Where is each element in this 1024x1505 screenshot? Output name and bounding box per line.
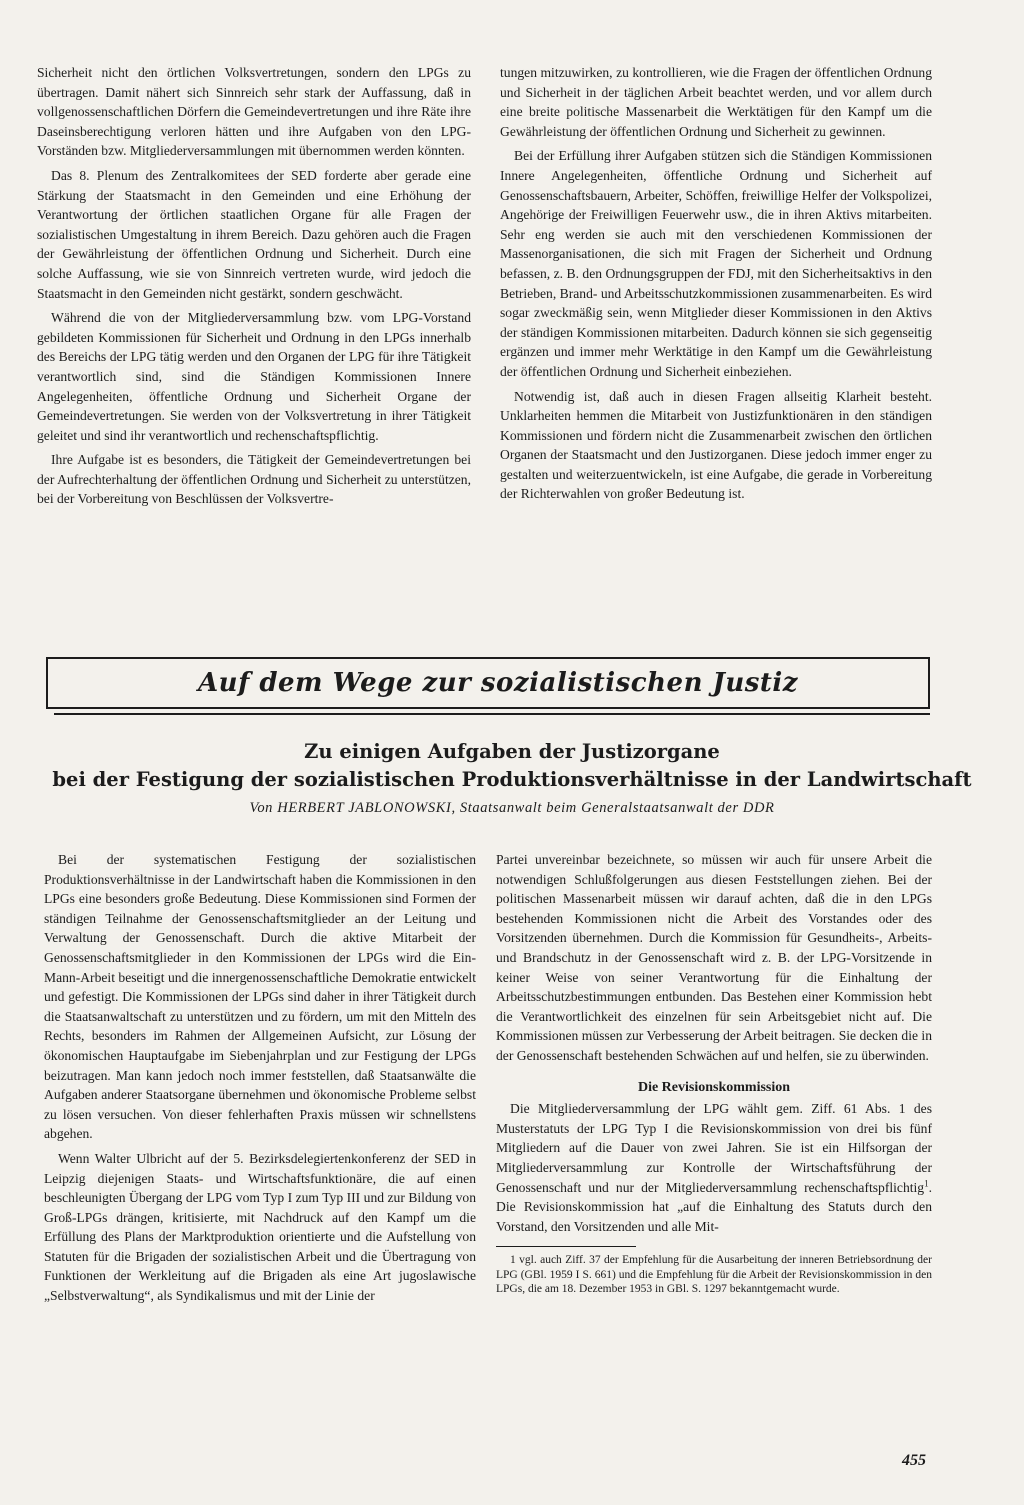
bottom-left-column	[44, 850, 476, 1311]
article-title-line1: Zu einigen Aufgaben der Justizorgane	[304, 740, 720, 763]
paragraph	[496, 1099, 932, 1236]
footnote-divider	[496, 1246, 636, 1247]
top-left-column	[37, 63, 471, 514]
paragraph: Ihre Aufgabe ist es besonders, die Tätigkeit der Gemeindevertretungen bei der Aufrechterhaltung der öffentlichen Ordnung und Sicherheit zu unterstützen, bei der Vorbereitung von Beschlüssen der Volksvertre-	[37, 452, 471, 507]
top-right-column	[500, 63, 932, 509]
paragraph: Bei der systematischen Festigung der sozialistischen Produktionsverhältnisse in der Landwirtschaft haben die Kommissionen in den LPGs eine besonders große Bedeutung. Diese Kommissionen sind Formen der ständigen Teilnahme der Genossenschaftsmitglieder an der Leitung und Verwaltung der Genossenschaft. Durch die aktive Mitarbeit der Genossenschaftsmitglieder in den Kommissionen der LPGs wird die Ein-Mann-Arbeit beseitigt und die innergenossenschaftliche Demokratie entwickelt und gefestigt. Die Kommissionen der LPGs sind daher in ihrer Tätigkeit durch die Staatsanwaltschaft zu unterstützen und zu fördern, um mit den Mitteln des Rechts, besonders im Rahmen der Allgemeinen Aufsicht, zur Lösung der ökonomischen Hauptaufgabe im Siebenjahrplan und zur Festigung der LPGs beizutragen. Man kann jedoch noch immer feststellen, daß Staatsanwälte die Aufgaben anderer Staatsorgane übernehmen und ökonomische Probleme selbst zu lösen versuchen. Von dieser fehlerhaften Praxis müssen wir schnellstens abgehen.	[44, 852, 476, 1142]
article-title	[40, 738, 984, 794]
paragraph-text-end: . Die Revisionskommission hat „auf die Einhaltung des Statuts durch den Vorstand, den Vorsitzenden und alle Mit-	[496, 1179, 932, 1234]
paragraph: Partei unvereinbar bezeichnete, so müssen wir auch für unsere Arbeit die notwendigen Schlußfolgerungen aus diesen Feststellungen ziehen. Bei der politischen Massenarbeit müssen wir darauf achten, daß die in den LPGs bestehenden Kommissionen nicht die Arbeit des Vorstandes oder des Vorsitzenden übernehmen. Durch die Kommission für Gesundheits-, Arbeits- und Brandschutz in der Genossenschaft wird z. B. der LPG-Vorsitzende in keiner Weise von seiner Verantwortung für die Einhaltung der Arbeitsschutzbestimmungen entbunden. Das Bestehen einer Kommission hebt die Verantwortlichkeit des einzelnen für sein Arbeitsgebiet nicht auf. Die Kommissionen müssen zur Verbesserung der Arbeit beitragen. Sie decken die in der Genossenschaft bestehenden Schwächen auf und helfen, sie zu überwinden.	[496, 852, 932, 1063]
bottom-right-column	[496, 850, 932, 1297]
banner-title: Auf dem Wege zur sozialistischen Justiz	[198, 668, 799, 698]
footnote-text: 1 vgl. auch Ziff. 37 der Empfehlung für die Ausarbeitung der inneren Betriebsordnung der LPG (GBl. 1959 I S. 661) und die Empfehlung für die Arbeit der Revisionskommission in den LPGs, die am 18. Dezember 1953 in GBl. S. 1297 bekanntgemacht wurde.	[496, 1254, 932, 1296]
section-subheading: Die Revisionskommission	[637, 1079, 791, 1095]
paragraph: tungen mitzuwirken, zu kontrollieren, wie die Fragen der öffentlichen Ordnung und Sicherheit in der täglichen Arbeit beachtet werden, und vor allem durch eine breite politische Massenarbeit die Werktätigen für den Kampf um die Gewährleistung der öffentlichen Ordnung und Sicherheit zu gewinnen.	[500, 65, 932, 139]
article-title-line2: bei der Festigung der sozialistischen Produktionsverhältnisse in der Landwirtschaft	[52, 768, 972, 791]
paragraph: Das 8. Plenum des Zentralkomitees der SED forderte aber gerade eine Stärkung der Staatsmacht in den Gemeinden und eine Erhöhung der Verantwortung der örtlichen staatlichen Organe für alle Fragen der sozialistischen Umgestaltung in ihrem Bereich. Dazu gehören auch die Fragen der Gewährleistung der öffentlichen Ordnung und Sicherheit. Durch eine solche Auffassung, wie sie von Sinnreich vertreten wurde, wird jedoch die Staatsmacht in den Gemeinden nicht gestärkt, sondern geschwächt.	[37, 167, 471, 301]
paragraph: Sicherheit nicht den örtlichen Volksvertretungen, sondern den LPGs zu übertragen. Damit nähert sich Sinnreich sehr stark der Auffassung, daß in vollgenossenschaftlichen Dörfern die Gemeindevertretungen und ihre Räte ihre Daseinsberechtigung verloren hätten und ihre Aufgaben von den LPG-Vorständen bzw. Mitgliederversammlungen mit übernommen werden könnten.	[37, 65, 471, 159]
paragraph: Während die von der Mitgliederversammlung bzw. vom LPG-Vorstand gebildeten Kommissionen für Sicherheit und Ordnung in den LPGs innerhalb des Bereichs der LPG tätig werden und den Organen der LPG für ihre Tätigkeit verantwortlich sind, sind die Ständigen Kommissionen Innere Angelegenheiten, öffentliche Ordnung und Sicherheit Organe der Gemeindevertretungen. Sie werden von der Volksvertretung in ihrer Tätigkeit geleitet und sind ihr verantwortlich und rechenschaftspflichtig.	[37, 310, 471, 443]
paragraph: Notwendig ist, daß auch in diesen Fragen allseitig Klarheit besteht. Unklarheiten hemmen die Mitarbeit von Justizfunktionären in den ständigen Kommissionen und fördern nicht die Zusammenarbeit zwischen den örtlichen Organen der Staatsmacht und den Justizorganen. Diese jedoch immer enger zu gestalten und weiterzuentwickeln, ist eine Aufgabe, die gerade in Vorbereitung der Richterwahlen von großer Bedeutung ist.	[500, 388, 932, 502]
paragraph: Bei der Erfüllung ihrer Aufgaben stützen sich die Ständigen Kommissionen Innere Angelegenheiten, öffentliche Ordnung und Sicherheit auf Genossenschaftsbauern, Arbeiter, Schöffen, freiwillige Helfer der Volkspolizei, Angehörige der Freiwilligen Feuerwehr usw., die in ihren Aktivs mitarbeiten. Sehr eng werden sie auch mit den verschiedenen Kommissionen der Massenorganisationen, die sich mit Fragen der Sicherheit und Ordnung befassen, z. B. den Ordnungsgruppen der FDJ, mit den Sicherheitsaktivs in den Betrieben, Brand- und Arbeitsschutzkommissionen zusammenarbeiten. Es wird sogar zweckmäßig sein, wenn Mitglieder dieser Kommissionen in den Aktivs der ständigen Kommissionen mitarbeiten. Dadurch können sie sich gegenseitig ergänzen und immer mehr Werktätige in den Kampf um die Gewährleistung der öffentlichen Ordnung und Sicherheit einbeziehen.	[500, 148, 932, 379]
section-banner	[46, 657, 930, 709]
paragraph-text: Die Mitgliederversammlung der LPG wählt gem. Ziff. 61 Abs. 1 des Musterstatuts der LPG Typ I die Revisionskommission von drei bis fünf Mitgliedern auf die Dauer von zwei Jahren. Sie ist ein Hilfsorgan der Mitgliederversammlung zur Kontrolle der Wirtschaftsführung der Genossenschaft und nur der Mitgliederversammlung rechenschaftspflichtig	[496, 1101, 932, 1195]
page-number: 455	[902, 1452, 926, 1469]
article-byline: Von HERBERT JABLONOWSKI, Staatsanwalt beim Generalstaatsanwalt der DDR	[249, 800, 775, 816]
paragraph: Wenn Walter Ulbricht auf der 5. Bezirksdelegiertenkonferenz der SED in Leipzig diejenigen Staats- und Wirtschaftsfunktionäre, die auf einen beschleunigten Übergang der LPG vom Typ I zum Typ III und zur Bildung von Groß-LPGs drängen, kritisierte, mit Nachdruck auf den Kampf um die Erfüllung des Plans der Marktproduktion orientierte und die Aufstellung von Statuten für die Brigaden der sozialistischen Arbeit und die Übertragung von Funktionen der Werkleitung auf die Brigaden als eine Art jugoslawische „Selbstverwaltung“, als Syndikalismus und mit der Linie der	[44, 1150, 476, 1304]
banner-underline	[54, 713, 930, 715]
footnote-marker: 1	[924, 1177, 929, 1188]
footnote	[496, 1253, 932, 1297]
